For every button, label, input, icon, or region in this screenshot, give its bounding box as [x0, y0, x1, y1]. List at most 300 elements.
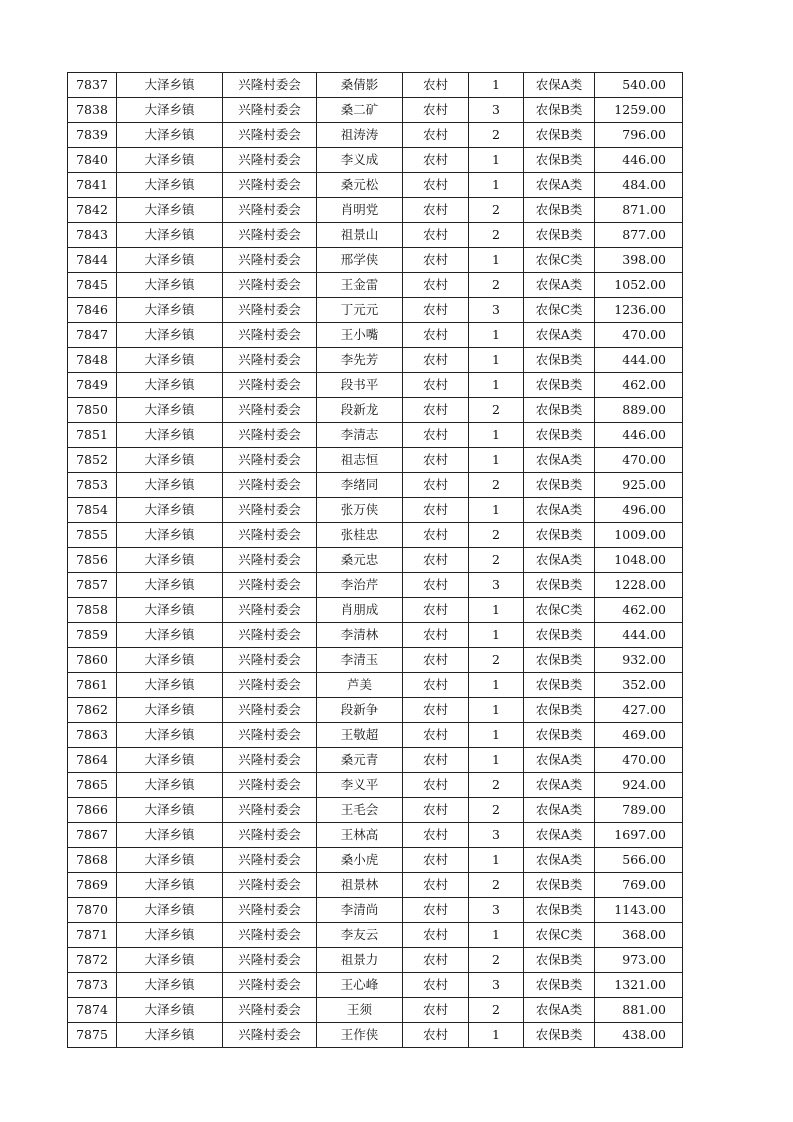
name-cell: 李义成 — [317, 148, 403, 173]
table-row — [68, 798, 683, 823]
village-committee-cell: 兴隆村委会 — [223, 748, 317, 773]
area-type-cell: 农村 — [403, 348, 469, 373]
table-row — [68, 748, 683, 773]
township-cell: 大泽乡镇 — [117, 473, 223, 498]
household-size-cell: 2 — [469, 198, 524, 223]
village-committee-cell: 兴隆村委会 — [223, 848, 317, 873]
table-row — [68, 373, 683, 398]
township-cell: 大泽乡镇 — [117, 723, 223, 748]
area-type-cell: 农村 — [403, 848, 469, 873]
table-row — [68, 198, 683, 223]
insurance-category-cell: 农保B类 — [524, 423, 595, 448]
record-number-cell: 7838 — [68, 98, 117, 123]
table-row — [68, 423, 683, 448]
township-cell: 大泽乡镇 — [117, 823, 223, 848]
township-cell: 大泽乡镇 — [117, 548, 223, 573]
amount-cell: 973.00 — [595, 948, 683, 973]
insurance-category-cell: 农保B类 — [524, 898, 595, 923]
name-cell: 李清志 — [317, 423, 403, 448]
insurance-category-cell: 农保B类 — [524, 873, 595, 898]
household-size-cell: 3 — [469, 98, 524, 123]
village-committee-cell: 兴隆村委会 — [223, 223, 317, 248]
area-type-cell: 农村 — [403, 98, 469, 123]
name-cell: 王林高 — [317, 823, 403, 848]
table-row — [68, 648, 683, 673]
insurance-category-cell: 农保B类 — [524, 673, 595, 698]
record-number-cell: 7839 — [68, 123, 117, 148]
amount-cell: 796.00 — [595, 123, 683, 148]
record-number-cell: 7863 — [68, 723, 117, 748]
insurance-category-cell: 农保B类 — [524, 148, 595, 173]
township-cell: 大泽乡镇 — [117, 923, 223, 948]
amount-cell: 889.00 — [595, 398, 683, 423]
household-size-cell: 1 — [469, 173, 524, 198]
amount-cell: 932.00 — [595, 648, 683, 673]
record-number-cell: 7858 — [68, 598, 117, 623]
amount-cell: 877.00 — [595, 223, 683, 248]
amount-cell: 881.00 — [595, 998, 683, 1023]
township-cell: 大泽乡镇 — [117, 323, 223, 348]
name-cell: 李绪同 — [317, 473, 403, 498]
amount-cell: 368.00 — [595, 923, 683, 948]
record-number-cell: 7869 — [68, 873, 117, 898]
township-cell: 大泽乡镇 — [117, 973, 223, 998]
area-type-cell: 农村 — [403, 223, 469, 248]
area-type-cell: 农村 — [403, 398, 469, 423]
table-row — [68, 873, 683, 898]
amount-cell: 1236.00 — [595, 298, 683, 323]
township-cell: 大泽乡镇 — [117, 673, 223, 698]
township-cell: 大泽乡镇 — [117, 848, 223, 873]
record-number-cell: 7866 — [68, 798, 117, 823]
amount-cell: 484.00 — [595, 173, 683, 198]
table-row — [68, 773, 683, 798]
record-number-cell: 7854 — [68, 498, 117, 523]
name-cell: 段新龙 — [317, 398, 403, 423]
township-cell: 大泽乡镇 — [117, 348, 223, 373]
table-row — [68, 698, 683, 723]
insurance-category-cell: 农保A类 — [524, 773, 595, 798]
township-cell: 大泽乡镇 — [117, 373, 223, 398]
name-cell: 王作侠 — [317, 1023, 403, 1048]
village-committee-cell: 兴隆村委会 — [223, 73, 317, 98]
record-number-cell: 7850 — [68, 398, 117, 423]
table-row — [68, 823, 683, 848]
table-row — [68, 898, 683, 923]
household-size-cell: 1 — [469, 448, 524, 473]
name-cell: 丁元元 — [317, 298, 403, 323]
amount-cell: 470.00 — [595, 323, 683, 348]
area-type-cell: 农村 — [403, 473, 469, 498]
village-committee-cell: 兴隆村委会 — [223, 548, 317, 573]
insurance-category-cell: 农保C类 — [524, 598, 595, 623]
area-type-cell: 农村 — [403, 698, 469, 723]
household-size-cell: 1 — [469, 673, 524, 698]
township-cell: 大泽乡镇 — [117, 198, 223, 223]
name-cell: 王金雷 — [317, 273, 403, 298]
amount-cell: 1321.00 — [595, 973, 683, 998]
village-committee-cell: 兴隆村委会 — [223, 923, 317, 948]
record-number-cell: 7859 — [68, 623, 117, 648]
household-size-cell: 1 — [469, 148, 524, 173]
township-cell: 大泽乡镇 — [117, 748, 223, 773]
amount-cell: 446.00 — [595, 148, 683, 173]
area-type-cell: 农村 — [403, 773, 469, 798]
township-cell: 大泽乡镇 — [117, 573, 223, 598]
area-type-cell: 农村 — [403, 423, 469, 448]
township-cell: 大泽乡镇 — [117, 698, 223, 723]
table-row — [68, 273, 683, 298]
name-cell: 祖景林 — [317, 873, 403, 898]
name-cell: 李治芹 — [317, 573, 403, 598]
table-row — [68, 998, 683, 1023]
village-committee-cell: 兴隆村委会 — [223, 248, 317, 273]
household-size-cell: 2 — [469, 398, 524, 423]
record-number-cell: 7857 — [68, 573, 117, 598]
insurance-category-cell: 农保A类 — [524, 498, 595, 523]
area-type-cell: 农村 — [403, 898, 469, 923]
amount-cell: 1697.00 — [595, 823, 683, 848]
name-cell: 祖涛涛 — [317, 123, 403, 148]
name-cell: 王毛会 — [317, 798, 403, 823]
township-cell: 大泽乡镇 — [117, 73, 223, 98]
insurance-category-cell: 农保A类 — [524, 998, 595, 1023]
record-number-cell: 7874 — [68, 998, 117, 1023]
record-number-cell: 7870 — [68, 898, 117, 923]
insurance-category-cell: 农保B类 — [524, 1023, 595, 1048]
record-number-cell: 7855 — [68, 523, 117, 548]
table-row — [68, 448, 683, 473]
village-committee-cell: 兴隆村委会 — [223, 773, 317, 798]
household-size-cell: 1 — [469, 923, 524, 948]
insurance-category-cell: 农保A类 — [524, 548, 595, 573]
table-row — [68, 1023, 683, 1048]
village-committee-cell: 兴隆村委会 — [223, 998, 317, 1023]
amount-cell: 1009.00 — [595, 523, 683, 548]
village-committee-cell: 兴隆村委会 — [223, 323, 317, 348]
area-type-cell: 农村 — [403, 798, 469, 823]
insurance-category-cell: 农保C类 — [524, 248, 595, 273]
household-size-cell: 1 — [469, 698, 524, 723]
amount-cell: 438.00 — [595, 1023, 683, 1048]
township-cell: 大泽乡镇 — [117, 648, 223, 673]
record-number-cell: 7868 — [68, 848, 117, 873]
table-row — [68, 173, 683, 198]
village-committee-cell: 兴隆村委会 — [223, 898, 317, 923]
household-size-cell: 2 — [469, 273, 524, 298]
insurance-category-cell: 农保A类 — [524, 798, 595, 823]
record-number-cell: 7872 — [68, 948, 117, 973]
insurance-category-cell: 农保A类 — [524, 848, 595, 873]
record-number-cell: 7860 — [68, 648, 117, 673]
table-row — [68, 673, 683, 698]
township-cell: 大泽乡镇 — [117, 523, 223, 548]
name-cell: 桑小虎 — [317, 848, 403, 873]
amount-cell: 398.00 — [595, 248, 683, 273]
table-row — [68, 598, 683, 623]
record-number-cell: 7840 — [68, 148, 117, 173]
village-committee-cell: 兴隆村委会 — [223, 148, 317, 173]
village-committee-cell: 兴隆村委会 — [223, 648, 317, 673]
amount-cell: 1259.00 — [595, 98, 683, 123]
insurance-category-cell: 农保B类 — [524, 348, 595, 373]
township-cell: 大泽乡镇 — [117, 448, 223, 473]
record-number-cell: 7845 — [68, 273, 117, 298]
village-committee-cell: 兴隆村委会 — [223, 348, 317, 373]
name-cell: 桑倩影 — [317, 73, 403, 98]
record-number-cell: 7843 — [68, 223, 117, 248]
name-cell: 芦美 — [317, 673, 403, 698]
record-number-cell: 7847 — [68, 323, 117, 348]
area-type-cell: 农村 — [403, 923, 469, 948]
household-size-cell: 2 — [469, 773, 524, 798]
household-size-cell: 1 — [469, 373, 524, 398]
township-cell: 大泽乡镇 — [117, 248, 223, 273]
record-number-cell: 7865 — [68, 773, 117, 798]
household-size-cell: 1 — [469, 423, 524, 448]
village-committee-cell: 兴隆村委会 — [223, 473, 317, 498]
area-type-cell: 农村 — [403, 148, 469, 173]
village-committee-cell: 兴隆村委会 — [223, 973, 317, 998]
name-cell: 邢学侠 — [317, 248, 403, 273]
township-cell: 大泽乡镇 — [117, 623, 223, 648]
household-size-cell: 2 — [469, 798, 524, 823]
household-size-cell: 1 — [469, 348, 524, 373]
name-cell: 桑元青 — [317, 748, 403, 773]
name-cell: 李先芳 — [317, 348, 403, 373]
area-type-cell: 农村 — [403, 823, 469, 848]
table-row — [68, 323, 683, 348]
insurance-category-cell: 农保C类 — [524, 923, 595, 948]
household-size-cell: 3 — [469, 823, 524, 848]
household-size-cell: 3 — [469, 898, 524, 923]
village-committee-cell: 兴隆村委会 — [223, 823, 317, 848]
insurance-category-cell: 农保B类 — [524, 223, 595, 248]
insurance-category-cell: 农保A类 — [524, 73, 595, 98]
household-size-cell: 1 — [469, 748, 524, 773]
table-row — [68, 398, 683, 423]
village-committee-cell: 兴隆村委会 — [223, 398, 317, 423]
village-committee-cell: 兴隆村委会 — [223, 723, 317, 748]
record-number-cell: 7842 — [68, 198, 117, 223]
record-number-cell: 7856 — [68, 548, 117, 573]
township-cell: 大泽乡镇 — [117, 98, 223, 123]
area-type-cell: 农村 — [403, 248, 469, 273]
household-size-cell: 2 — [469, 998, 524, 1023]
record-number-cell: 7837 — [68, 73, 117, 98]
insurance-category-cell: 农保A类 — [524, 748, 595, 773]
township-cell: 大泽乡镇 — [117, 398, 223, 423]
insurance-category-cell: 农保B类 — [524, 973, 595, 998]
table-row — [68, 623, 683, 648]
record-number-cell: 7853 — [68, 473, 117, 498]
table-row — [68, 848, 683, 873]
insurance-category-cell: 农保B类 — [524, 948, 595, 973]
table-row — [68, 923, 683, 948]
table-row — [68, 248, 683, 273]
area-type-cell: 农村 — [403, 648, 469, 673]
village-committee-cell: 兴隆村委会 — [223, 173, 317, 198]
household-size-cell: 1 — [469, 723, 524, 748]
amount-cell: 469.00 — [595, 723, 683, 748]
amount-cell: 496.00 — [595, 498, 683, 523]
amount-cell: 789.00 — [595, 798, 683, 823]
record-number-cell: 7841 — [68, 173, 117, 198]
amount-cell: 470.00 — [595, 748, 683, 773]
record-number-cell: 7875 — [68, 1023, 117, 1048]
amount-cell: 1228.00 — [595, 573, 683, 598]
township-cell: 大泽乡镇 — [117, 123, 223, 148]
insurance-category-cell: 农保A类 — [524, 173, 595, 198]
amount-cell: 446.00 — [595, 423, 683, 448]
amount-cell: 462.00 — [595, 373, 683, 398]
insurance-category-cell: 农保B类 — [524, 698, 595, 723]
amount-cell: 871.00 — [595, 198, 683, 223]
village-committee-cell: 兴隆村委会 — [223, 598, 317, 623]
name-cell: 肖朋成 — [317, 598, 403, 623]
area-type-cell: 农村 — [403, 523, 469, 548]
household-size-cell: 1 — [469, 1023, 524, 1048]
table-row — [68, 573, 683, 598]
area-type-cell: 农村 — [403, 298, 469, 323]
record-number-cell: 7867 — [68, 823, 117, 848]
insurance-category-cell: 农保C类 — [524, 298, 595, 323]
area-type-cell: 农村 — [403, 1023, 469, 1048]
insurance-category-cell: 农保B类 — [524, 573, 595, 598]
township-cell: 大泽乡镇 — [117, 948, 223, 973]
name-cell: 祖志恒 — [317, 448, 403, 473]
table-row — [68, 948, 683, 973]
village-committee-cell: 兴隆村委会 — [223, 448, 317, 473]
insurance-category-cell: 农保B类 — [524, 123, 595, 148]
township-cell: 大泽乡镇 — [117, 273, 223, 298]
record-number-cell: 7864 — [68, 748, 117, 773]
record-number-cell: 7862 — [68, 698, 117, 723]
area-type-cell: 农村 — [403, 673, 469, 698]
township-cell: 大泽乡镇 — [117, 148, 223, 173]
area-type-cell: 农村 — [403, 973, 469, 998]
name-cell: 王心峰 — [317, 973, 403, 998]
area-type-cell: 农村 — [403, 448, 469, 473]
village-committee-cell: 兴隆村委会 — [223, 948, 317, 973]
village-committee-cell: 兴隆村委会 — [223, 123, 317, 148]
area-type-cell: 农村 — [403, 498, 469, 523]
amount-cell: 566.00 — [595, 848, 683, 873]
household-size-cell: 2 — [469, 948, 524, 973]
household-size-cell: 1 — [469, 248, 524, 273]
insurance-category-cell: 农保A类 — [524, 448, 595, 473]
name-cell: 桑二矿 — [317, 98, 403, 123]
record-number-cell: 7848 — [68, 348, 117, 373]
name-cell: 祖景山 — [317, 223, 403, 248]
area-type-cell: 农村 — [403, 873, 469, 898]
area-type-cell: 农村 — [403, 948, 469, 973]
township-cell: 大泽乡镇 — [117, 298, 223, 323]
table-row — [68, 473, 683, 498]
table-row — [68, 348, 683, 373]
table-row — [68, 498, 683, 523]
table-row — [68, 123, 683, 148]
township-cell: 大泽乡镇 — [117, 1023, 223, 1048]
amount-cell: 925.00 — [595, 473, 683, 498]
table-row — [68, 73, 683, 98]
insurance-category-cell: 农保B类 — [524, 398, 595, 423]
name-cell: 肖明党 — [317, 198, 403, 223]
village-committee-cell: 兴隆村委会 — [223, 423, 317, 448]
area-type-cell: 农村 — [403, 323, 469, 348]
name-cell: 王敬超 — [317, 723, 403, 748]
name-cell: 张万侠 — [317, 498, 403, 523]
amount-cell: 462.00 — [595, 598, 683, 623]
benefit-roster-table — [67, 72, 683, 1048]
record-number-cell: 7849 — [68, 373, 117, 398]
village-committee-cell: 兴隆村委会 — [223, 798, 317, 823]
household-size-cell: 2 — [469, 223, 524, 248]
area-type-cell: 农村 — [403, 73, 469, 98]
township-cell: 大泽乡镇 — [117, 498, 223, 523]
village-committee-cell: 兴隆村委会 — [223, 698, 317, 723]
insurance-category-cell: 农保B类 — [524, 473, 595, 498]
household-size-cell: 2 — [469, 123, 524, 148]
record-number-cell: 7861 — [68, 673, 117, 698]
township-cell: 大泽乡镇 — [117, 998, 223, 1023]
record-number-cell: 7844 — [68, 248, 117, 273]
amount-cell: 1052.00 — [595, 273, 683, 298]
village-committee-cell: 兴隆村委会 — [223, 523, 317, 548]
amount-cell: 769.00 — [595, 873, 683, 898]
area-type-cell: 农村 — [403, 548, 469, 573]
township-cell: 大泽乡镇 — [117, 598, 223, 623]
record-number-cell: 7852 — [68, 448, 117, 473]
insurance-category-cell: 农保B类 — [524, 198, 595, 223]
area-type-cell: 农村 — [403, 598, 469, 623]
name-cell: 王须 — [317, 998, 403, 1023]
township-cell: 大泽乡镇 — [117, 873, 223, 898]
household-size-cell: 1 — [469, 623, 524, 648]
household-size-cell: 1 — [469, 498, 524, 523]
table-body — [68, 73, 683, 1048]
name-cell: 桑元忠 — [317, 548, 403, 573]
household-size-cell: 3 — [469, 973, 524, 998]
household-size-cell: 1 — [469, 848, 524, 873]
name-cell: 祖景力 — [317, 948, 403, 973]
insurance-category-cell: 农保B类 — [524, 523, 595, 548]
table-row — [68, 98, 683, 123]
name-cell: 段新争 — [317, 698, 403, 723]
household-size-cell: 1 — [469, 73, 524, 98]
area-type-cell: 农村 — [403, 573, 469, 598]
table-row — [68, 723, 683, 748]
household-size-cell: 2 — [469, 523, 524, 548]
township-cell: 大泽乡镇 — [117, 423, 223, 448]
amount-cell: 1143.00 — [595, 898, 683, 923]
area-type-cell: 农村 — [403, 623, 469, 648]
household-size-cell: 2 — [469, 473, 524, 498]
village-committee-cell: 兴隆村委会 — [223, 498, 317, 523]
village-committee-cell: 兴隆村委会 — [223, 623, 317, 648]
name-cell: 李清尚 — [317, 898, 403, 923]
amount-cell: 1048.00 — [595, 548, 683, 573]
township-cell: 大泽乡镇 — [117, 773, 223, 798]
table-row — [68, 973, 683, 998]
area-type-cell: 农村 — [403, 373, 469, 398]
household-size-cell: 1 — [469, 598, 524, 623]
record-number-cell: 7846 — [68, 298, 117, 323]
insurance-category-cell: 农保B类 — [524, 373, 595, 398]
record-number-cell: 7871 — [68, 923, 117, 948]
name-cell: 段书平 — [317, 373, 403, 398]
record-number-cell: 7873 — [68, 973, 117, 998]
